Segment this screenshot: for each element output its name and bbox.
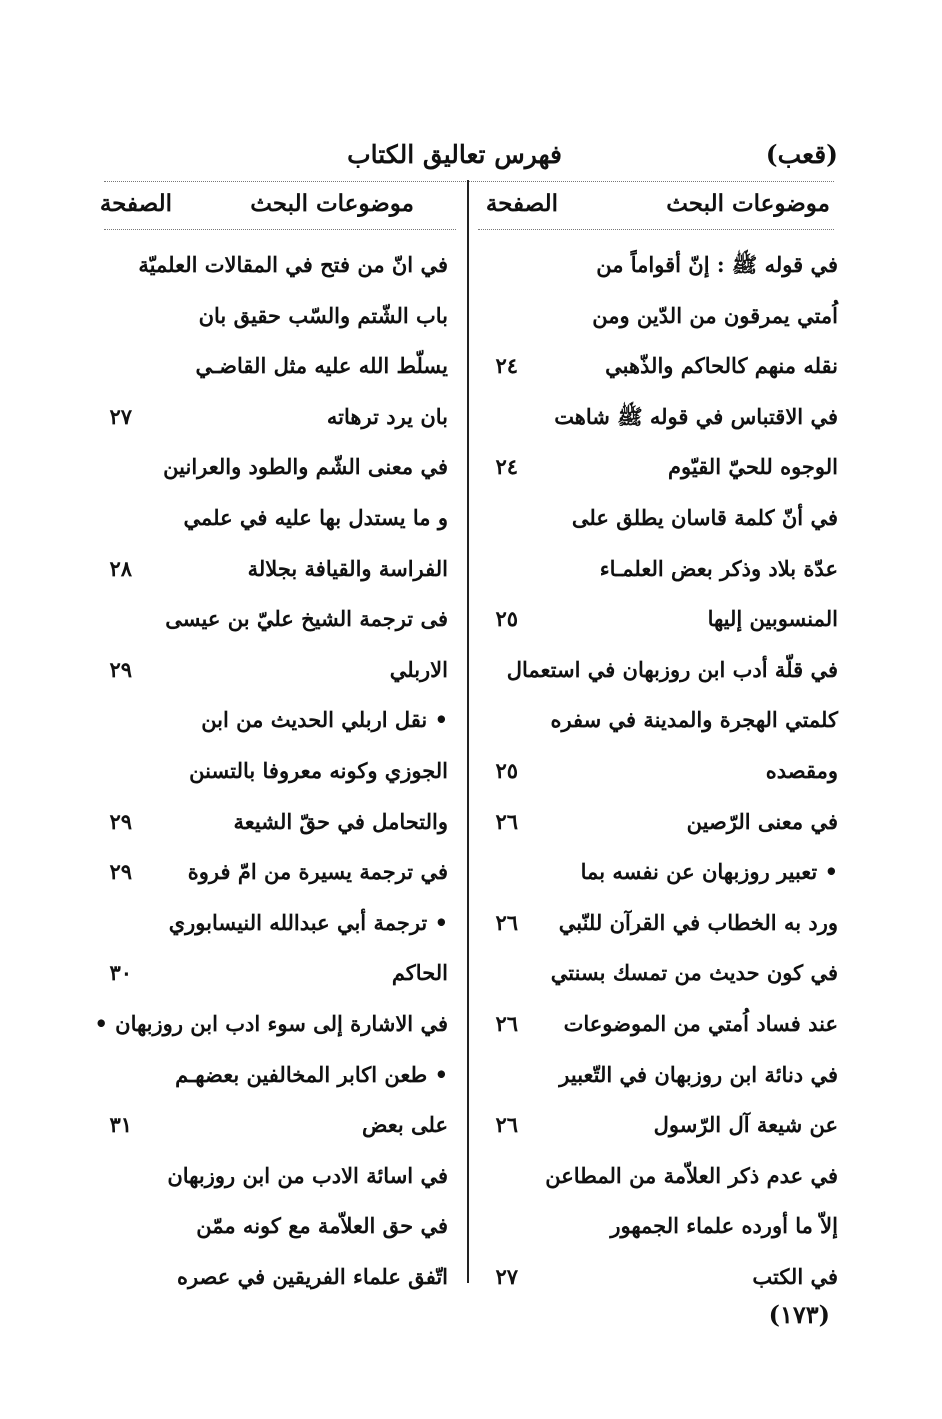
index-entry-line: إلاّ ما أورده علماء الجمهور (610, 1213, 838, 1239)
index-entry-page: ٢٩ (109, 656, 132, 682)
index-entry-line: كلمتي الهجرة والمدينة في سفره (550, 707, 838, 733)
index-entry-line: • ترجمة أبي عبدالله النيسابوري (168, 909, 448, 935)
header-divider (104, 181, 834, 182)
left-topics-heading: موضوعات البحث (250, 190, 414, 217)
right-page-heading: الصفحة (485, 190, 558, 217)
index-entry-page: ٣١ (109, 1112, 132, 1138)
index-entry-line: في عدم ذكر العلاّمة من المطاعن (545, 1162, 838, 1188)
index-entry-page: ٢٦ (495, 1112, 518, 1138)
index-entry-line: الاربلي (389, 656, 448, 682)
index-entry-line: في اسائة الادب من ابن روزبهان (167, 1162, 448, 1188)
index-entry-line: بان يرد ترهاته (326, 403, 448, 429)
index-entry-line: على بعض (362, 1112, 448, 1138)
index-entry-page: ٢٦ (495, 808, 518, 834)
index-entry-line: باب الشّتم والسّب حقيق بان (198, 302, 448, 328)
index-entry-line: الحاكم (391, 960, 448, 986)
index-entry-line: في ترجمة يسيرة من امّ فروة (187, 859, 448, 885)
index-entry-line: الجوزي وكونه معروفا بالتسنن (189, 758, 448, 783)
index-entry-line: عن شيعة آل الرّسول (653, 1112, 838, 1138)
index-entry-page: ٢٦ (495, 909, 518, 935)
index-entry-line: في الكتب (752, 1264, 838, 1289)
left-column-head-divider (104, 229, 456, 230)
section-mark: (قعب) (765, 140, 838, 169)
index-entry-page: ٢٧ (109, 403, 132, 429)
index-entry-line: المنسوبين إليها (707, 606, 838, 632)
index-entry-line: • تعبير روزبهان عن نفسه بما (580, 859, 838, 885)
index-entry-line: عند فساد اُمتي من الموضوعات (563, 1011, 838, 1036)
index-entry-line: اُمتي يمرقون من الدّين ومن (592, 302, 838, 328)
index-entry-line: و ما يستدل بها عليه في علمي (183, 505, 448, 530)
index-entry-page: ٢٤ (495, 353, 518, 379)
index-entry-page: ٢٤ (495, 454, 518, 480)
index-entry-line: في انّ من فتح في المقالات العلميّة (138, 252, 448, 277)
index-entry-page: ٣٠ (109, 960, 132, 986)
index-entry-page: ٢٩ (109, 808, 132, 834)
left-page-heading: الصفحة (99, 190, 172, 217)
index-entry-line: الوجوه للحيّ القيّوم (668, 454, 838, 480)
index-entry-page: ٢٩ (109, 859, 132, 885)
index-entry-line: في دنائة ابن روزبهان في التّعبير (559, 1061, 838, 1087)
column-divider (467, 180, 469, 1283)
page-title: فهرس تعاليق الكتاب (347, 140, 562, 169)
index-entry-line: والتحامل في حقّ الشيعة (233, 808, 448, 834)
index-entry-line: ورد به الخطاب في القرآن للنّبي (558, 909, 838, 935)
index-entry-line: الفراسة والقيافة بجلالة (247, 555, 448, 581)
index-entry-line: نقله منهم كالحاكم والذّهبي (605, 353, 838, 379)
index-entry-line: في أنّ كلمة قاسان يطلق على (571, 505, 838, 530)
index-entry-line: في الاقتباس في قوله ﷺ شاهت (554, 403, 838, 429)
page-number: (١٧٣) (768, 1300, 830, 1329)
index-entry-line: في كون حديث من تمسك بسنتي (550, 960, 838, 986)
index-entry-line: في معنى الرّصين (686, 808, 838, 834)
index-entry-page: ٢٧ (495, 1264, 518, 1289)
index-entry-line: في قوله ﷺ : إنّ أقواماً من (596, 252, 838, 277)
index-entry-line: يسلّط الله عليه مثل القاضـي (195, 353, 448, 379)
index-entry-line: • طعن اكابر المخالفين بعضهـم (175, 1061, 448, 1087)
index-entry-line: فى ترجمة الشيخ عليّ بن عيسى (165, 606, 448, 632)
index-entry-line: في الاشارة إلى سوء ادب ابن روزبهان • (94, 1011, 448, 1036)
right-column-head-divider (478, 229, 834, 230)
index-entry-line: في قلّة أدب ابن روزبهان في استعمال (506, 656, 838, 682)
right-topics-heading: موضوعات البحث (666, 190, 830, 217)
index-entry-line: في حق العلاّمة مع كونه ممّن (196, 1213, 448, 1239)
index-entry-page: ٢٥ (495, 758, 518, 783)
index-entry-line: • نقل اربلي الحديث من ابن (201, 707, 448, 733)
index-entry-page: ٢٦ (495, 1011, 518, 1036)
index-entry-line: في معنى الشّم والطود والعرانين (163, 454, 448, 480)
index-entry-line: عدّة بلاد وذكر بعض العلمـاء (599, 555, 838, 581)
index-entry-page: ٢٨ (109, 555, 132, 581)
index-entry-page: ٢٥ (495, 606, 518, 632)
index-entry-line: ومقصده (765, 758, 838, 783)
index-entry-line: اتّفق علماء الفريقين في عصره (176, 1264, 448, 1289)
